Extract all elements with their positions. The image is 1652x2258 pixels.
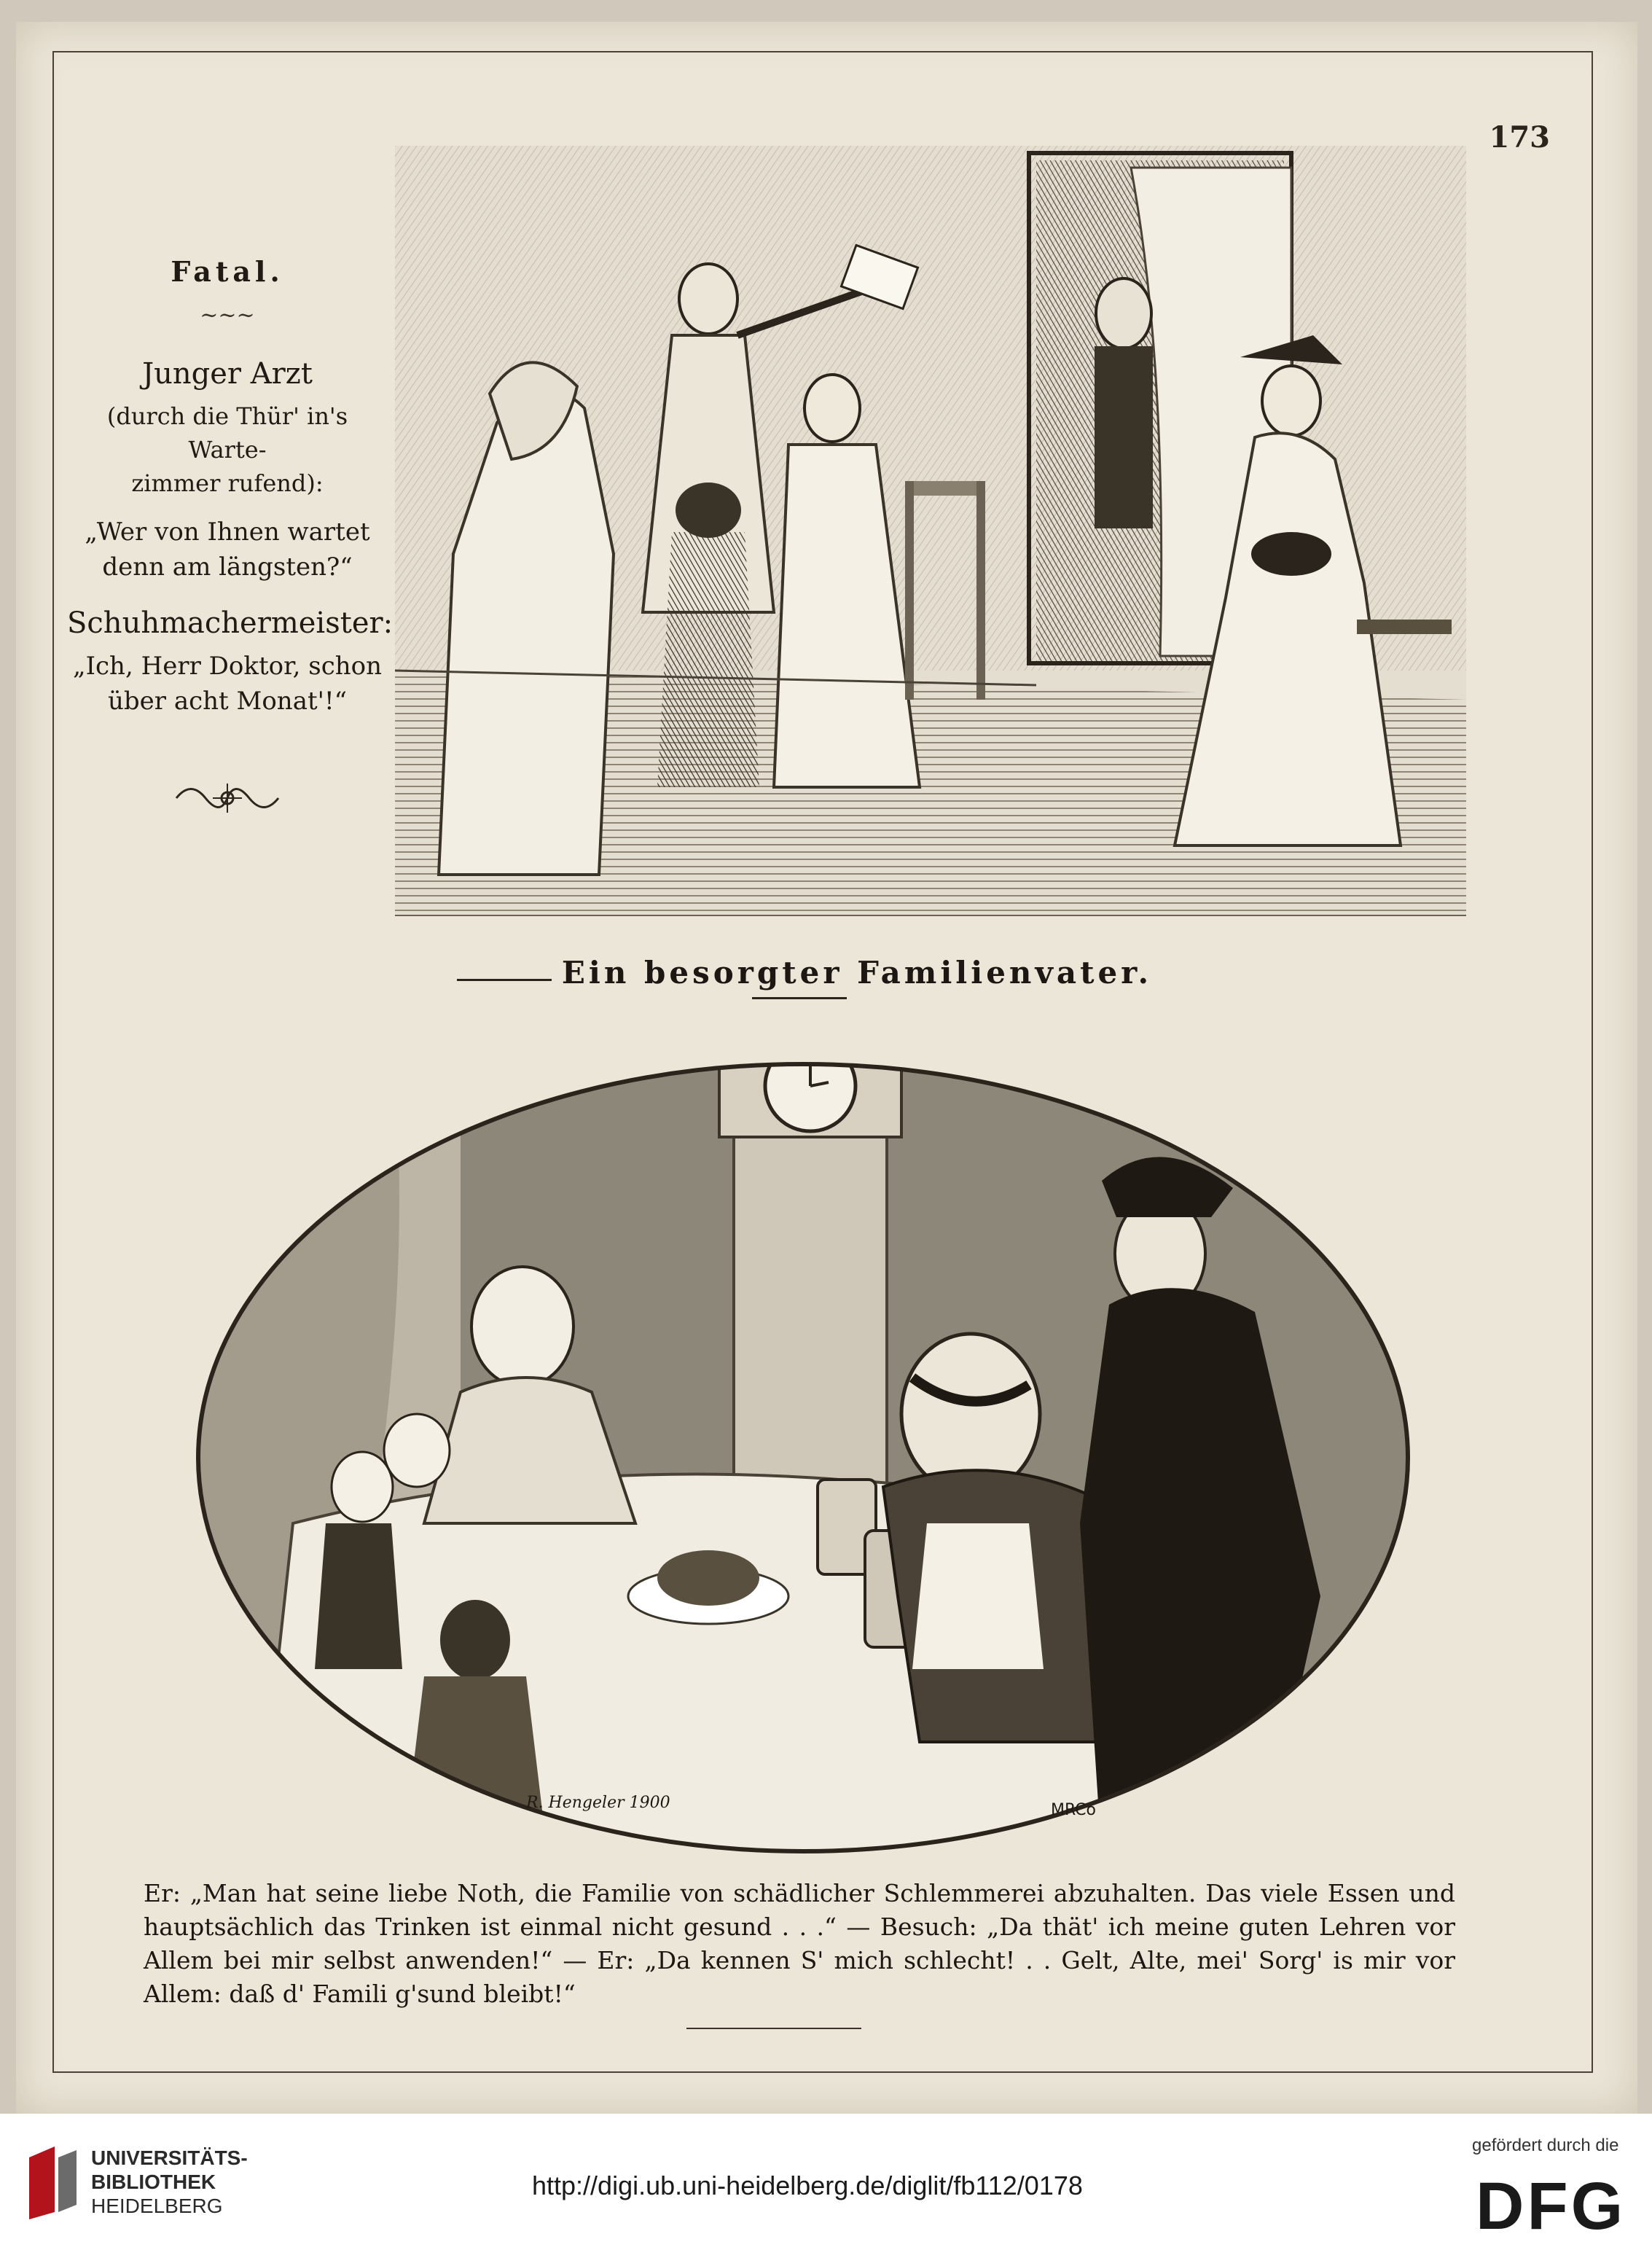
speaker-shoemaker: Schuhmachermeister: bbox=[67, 606, 394, 640]
funder-label: gefördert durch die bbox=[1472, 2136, 1619, 2155]
institution-line: HEIDELBERG bbox=[91, 2195, 223, 2217]
shoemaker-quote bbox=[67, 649, 388, 719]
title-flourish-left bbox=[457, 979, 552, 981]
publisher-monogram: MRCo bbox=[1051, 1801, 1096, 1819]
stage-direction-line: (durch die Thür' in's Warte- bbox=[106, 402, 348, 464]
vignette-ornament-icon bbox=[169, 776, 286, 820]
story-title-row bbox=[431, 955, 1167, 999]
title-ornament: ~~~ bbox=[200, 302, 255, 328]
digitization-footer bbox=[0, 2114, 1652, 2258]
page-number: 173 bbox=[1489, 120, 1550, 155]
stage-direction bbox=[67, 399, 388, 500]
title-flourish-right bbox=[752, 997, 847, 999]
caption-divider bbox=[686, 2028, 861, 2029]
waiting-room-engraving-image bbox=[395, 146, 1466, 915]
university-library-logo-icon bbox=[22, 2143, 80, 2223]
quote-line: über acht Monat'!“ bbox=[107, 687, 348, 716]
quote-line: „Ich, Herr Doktor, schon bbox=[72, 652, 383, 681]
stage-direction-line: zimmer rufend): bbox=[131, 469, 324, 497]
story-fatal-text bbox=[67, 255, 394, 741]
quote-line: denn am längsten?“ bbox=[102, 552, 353, 582]
permalink-url[interactable]: http://digi.ub.uni-heidelberg.de/diglit/fb112/0178 bbox=[532, 2171, 1083, 2200]
artist-signature: R. Hengeler 1900 bbox=[526, 1794, 670, 1812]
family-table-drawing-image bbox=[184, 1013, 1422, 1859]
quote-line: „Wer von Ihnen wartet bbox=[85, 517, 370, 547]
ornamental-vignette bbox=[169, 776, 286, 820]
institution-line: BIBLIOTHEK bbox=[91, 2171, 216, 2193]
cartoon-caption: Er: „Man hat seine liebe Noth, die Familie von schädlicher Schlemmerei abzuhalten. Das viele Essen und hauptsächlich das Trinken ist einmal nicht gesund . . .“ — Besuch: „Da thät' ich meine guten Lehren vor Allem bei mir selbst anwenden!“ — Er: „Da kennen S' mich schlecht! . . Gelt, Alte, mei' Sorg' is mir vor Allem: daß d' Famili g'sund bleibt!“ bbox=[144, 1879, 1455, 2008]
family-table-illustration bbox=[184, 1013, 1422, 1859]
story-title-familienvater: Ein besorgter Familienvater. bbox=[561, 955, 1153, 991]
doctor-quote bbox=[67, 515, 388, 585]
waiting-room-illustration bbox=[395, 146, 1466, 916]
story-title-fatal: Fatal. bbox=[171, 255, 284, 288]
institution-name bbox=[91, 2146, 248, 2218]
speaker-doctor: Junger Arzt bbox=[142, 357, 313, 391]
institution-line: UNIVERSITÄTS- bbox=[91, 2146, 248, 2169]
scanned-page bbox=[16, 22, 1637, 2114]
dfg-logo: DFG bbox=[1476, 2169, 1626, 2243]
